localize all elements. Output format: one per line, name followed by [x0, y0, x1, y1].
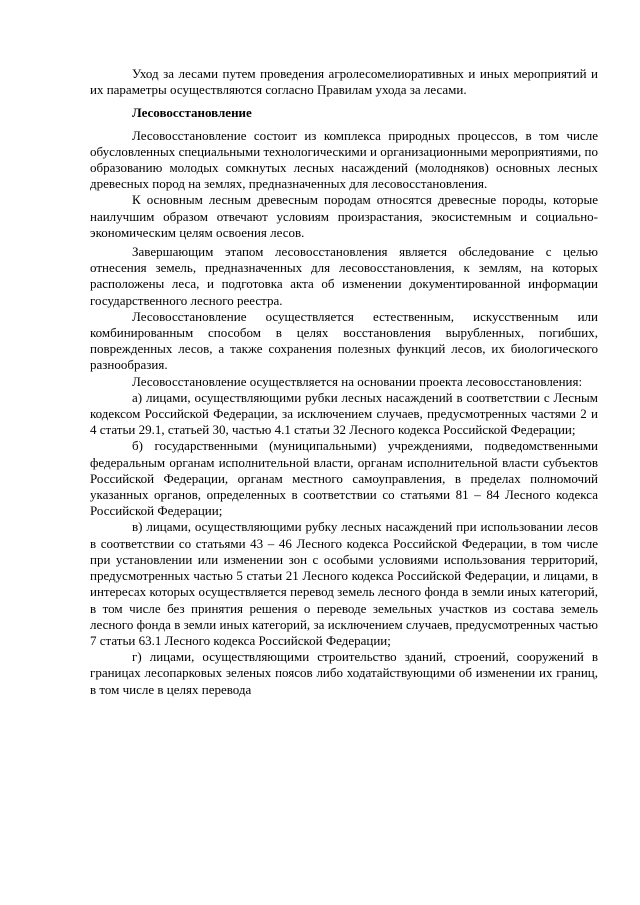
paragraph-2: К основным лесным древесным породам относятся древесные породы, которые наилучшим образом отвечают условиям произрастания, экосистемным и социально-экономическим целям освоения лесов. [90, 192, 598, 240]
list-item-a: а) лицами, осуществляющими рубки лесных насаждений в соответствии с Лесным кодексом Российской Федерации, за исключением случаев, предусмотренных частями 2 и 4 статьи 29.1, статьей 30, частью 4.1 статьи 32 Лесного кодекса Российской Федерации; [90, 389, 598, 438]
paragraph-4: Лесовосстановление осуществляется естественным, искусственным или комбинированным способом в целях восстановления вырубленных, погибших, поврежденных лесов, а также сохранения полезных функций лесов, их биологического разнообразия. [90, 308, 598, 373]
list-item-v: в) лицами, осуществляющими рубку лесных насаждений при использовании лесов в соответствии со статьями 43 – 46 Лесного кодекса Российской Федерации, в том числе при установлении или изменении зон с особыми условиями использования территорий, предусмотренных частью 5 статьи 21 Лесного кодекса Российской Федерации, и лицами, в интересах которых осуществляется перевод земель лесного фонда в земли иных категорий, в том числе без принятия решения о переводе земельных участков из состава земель лесного фонда в земли иных категорий, за исключением случаев, предусмотренных частью 7 статьи 63.1 Лесного кодекса Российской Федерации; [90, 519, 598, 648]
list-item-g: г) лицами, осуществляющими строительство зданий, строений, сооружений в границах лесопарковых зеленых поясов либо ходатайствующими об изменении их границ, в том числе в целях перевода [90, 649, 598, 697]
paragraph-3: Завершающим этапом лесовосстановления является обследование с целью отнесения земель, предназначенных для лесовосстановления, к землям, на которых расположены леса, и подготовка акта об изменении документированной информации государственного лесного реестра. [90, 244, 598, 308]
section-heading: Лесовосстановление [132, 105, 252, 121]
paragraph-1: Лесовосстановление состоит из комплекса природных процессов, в том числе обусловленных специальными технологическими и организационными мероприятиями, по образованию молодых сомкнутых лесных насаждений (молодняков) основных лесных древесных пород на землях, предназначенных для лесовосстановления. [90, 127, 598, 192]
paragraph-intro: Уход за лесами путем проведения агролесомелиоративных и иных мероприятий и их параметры осуществляются согласно Правилам ухода за лесами. [90, 66, 598, 98]
list-item-b: б) государственными (муниципальными) учреждениями, подведомственными федеральным органам исполнительной власти, органам исполнительной власти субъектов Российской Федерации, органам местного самоуправления, в пределах полномочий указанных органов, определенных в соответствии со статьями 81 – 84 Лесного кодекса Российской Федерации; [90, 438, 598, 519]
paragraph-5: Лесовосстановление осуществляется на основании проекта лесовосстановления: [132, 373, 583, 389]
